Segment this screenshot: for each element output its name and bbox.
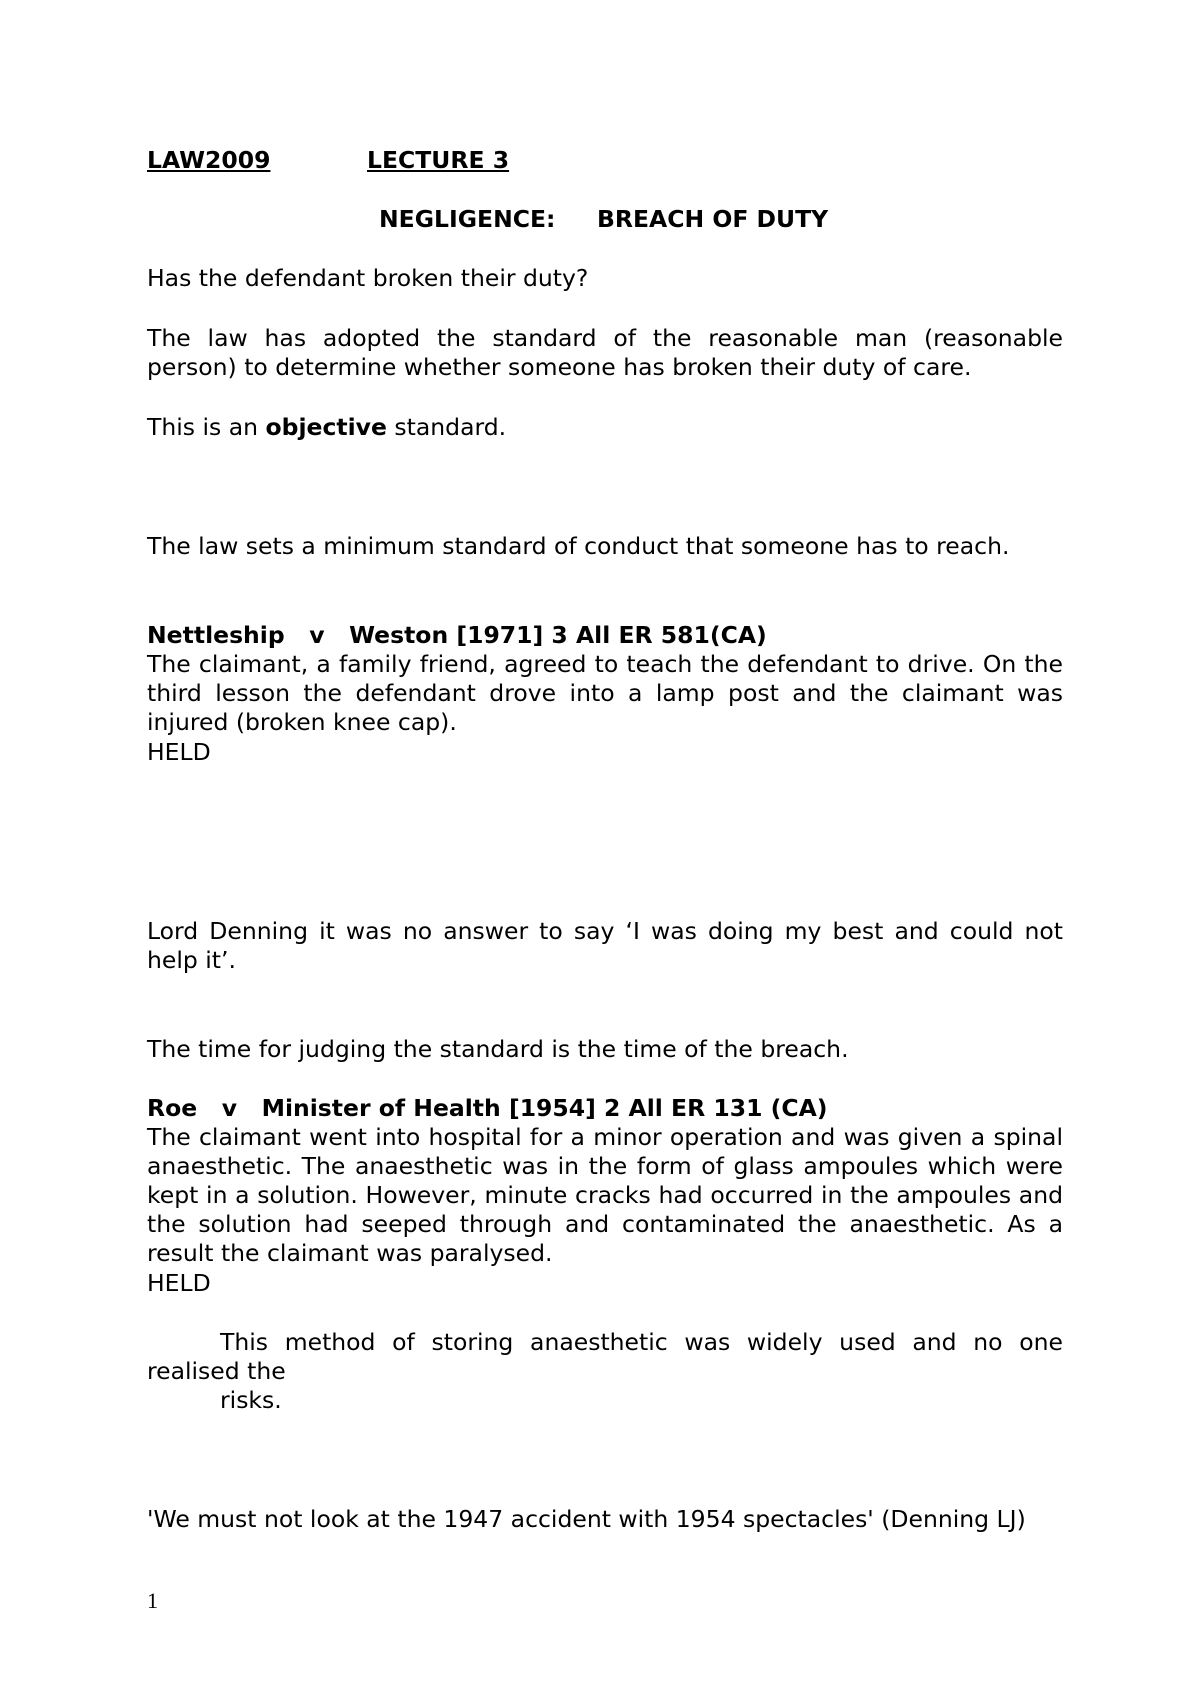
objective-suffix: standard. (386, 413, 507, 441)
case2-held: HELD (147, 1269, 211, 1297)
intro-question: Has the defendant broken their duty? (147, 264, 589, 292)
case1-denning: Lord Denning it was no answer to say ‘I was doing my best and could not help it’. (147, 917, 1063, 974)
case2-facts: The claimant went into hospital for a minor operation and was given a spinal anaesthetic. The anaesthetic was in the form of glass ampoules which were kept in a solution. However, minute cracks had occurred in the ampoules and the solution had seeped through and contaminated the anaesthetic. As a result the claimant was paralysed. (147, 1123, 1063, 1267)
title-topic: NEGLIGENCE: (379, 205, 556, 233)
page-number: 1 (147, 1588, 158, 1613)
case2-held-line1: This method of storing anaesthetic was widely used and no one realised the (147, 1328, 1063, 1385)
time-rule: The time for judging the standard is the time of the breach. (147, 1035, 849, 1063)
course-code: LAW2009 (147, 146, 271, 174)
lecture-number: LECTURE 3 (367, 146, 510, 174)
objective-prefix: This is an (147, 413, 266, 441)
intro-objective (147, 413, 1063, 442)
objective-word: objective (265, 413, 387, 441)
case1-name: Nettleship v Weston [1971] 3 All ER 581(CA) (147, 621, 767, 649)
case1-held: HELD (147, 738, 211, 766)
case1-facts: The claimant, a family friend, agreed to teach the defendant to drive. On the third lesson the defendant drove into a lamp post and the claimant was injured (broken knee cap). (147, 650, 1063, 736)
case2-held-line2: risks. (220, 1386, 282, 1414)
title-subtopic: BREACH OF DUTY (597, 205, 829, 233)
intro-standard: The law has adopted the standard of the reasonable man (reasonable person) to determine whether someone has broken their duty of care. (147, 324, 1063, 381)
case2-quote: 'We must not look at the 1947 accident with 1954 spectacles' (Denning LJ) (147, 1505, 1026, 1533)
case2-name: Roe v Minister of Health [1954] 2 All ER 131 (CA) (147, 1094, 828, 1122)
intro-minimum: The law sets a minimum standard of conduct that someone has to reach. (147, 532, 1010, 560)
